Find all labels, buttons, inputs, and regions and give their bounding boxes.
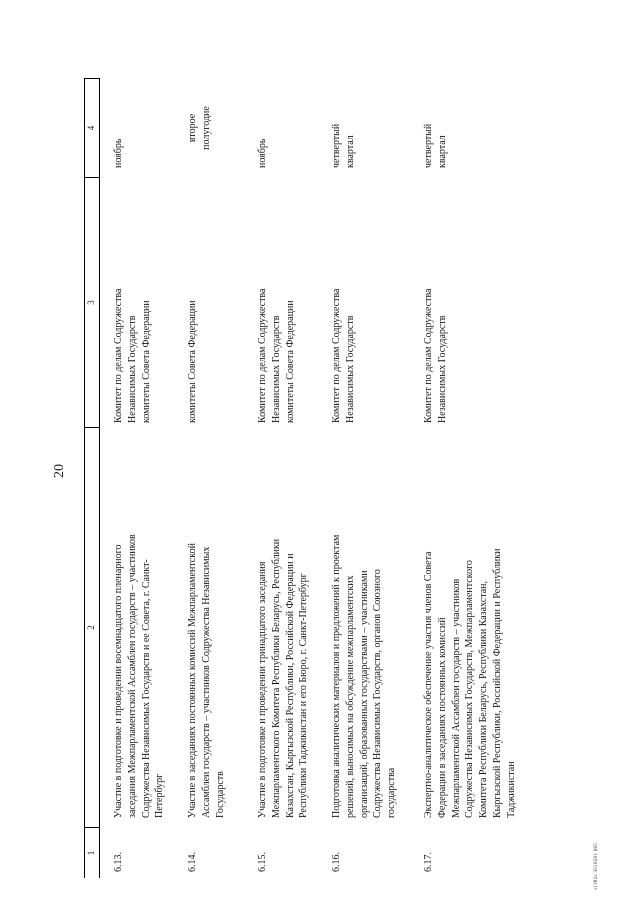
row-event: Экспертно-аналитическое обеспечение участия членов Совета Федерации в заседаниях постоянных комиссий Межпарламентской Ассамблеи государств – участников Содружества Независимых Государств, Межпарламентского Комитета Республики Беларусь, Республики Казахстан, Кыргызской Республики, Российской Федерации и Республики Таджикистан [423, 548, 517, 818]
header-col-1: 1 [86, 850, 96, 856]
row-responsible: Комитет по делам Содружества Независимых Государств [423, 288, 448, 423]
row-event: Участие в заседаниях постоянных комиссий Межпарламентской Ассамблеи государств – участников Содружества Независимых Государств [187, 543, 226, 818]
page-number: 20 [52, 464, 67, 478]
row-responsible: комитеты Совета Федерации [187, 300, 198, 423]
row-term: ноябрь [257, 138, 268, 168]
row-responsible: Комитет по делам Содружества Независимых Государств комитеты Совета Федерации [257, 288, 296, 423]
row-term: четвертый квартал [331, 123, 356, 168]
header-col-3: 3 [85, 178, 99, 428]
row-term: четвертый квартал [423, 123, 448, 168]
table-header-row [84, 78, 100, 878]
row-event: Подготовка аналитических материалов и предложений к проектам решений, выносимых на обсуждение межпарламентских организаций, образованных государствами – участниками Содружества Независимых Государств, органов Союзного государства [331, 534, 398, 818]
row-number: 6.16. [331, 852, 342, 872]
row-responsible: Комитет по делам Содружества Независимых Государств [331, 288, 356, 423]
row-term: ноябрь [113, 138, 124, 168]
plan-table [84, 78, 549, 878]
row-number: 6.13. [113, 852, 124, 872]
row-number: 6.17. [423, 852, 434, 872]
row-term: второе полугодие [187, 106, 212, 150]
header-col-2: 2 [85, 428, 99, 828]
row-number: 6.15. [257, 852, 268, 872]
footer-code: з1382с 3016591 665 [594, 842, 599, 890]
header-col-4: 4 [85, 78, 99, 178]
row-event: Участие в подготовке и проведении восемнадцатого пленарного заседания Межпарламентской Ассамблеи государств – участников Содружества Независимых Государств и ее Совета, г. Санкт- Петербург [113, 534, 166, 818]
row-event: Участие в подготовке и проведении тринадцатого заседания Межпарламентского Комитета Республики Беларусь, Республики Казахстан, Кыргызской Республики, Российской Федерации и Республики Таджикистан и его Бюро, г. Санкт-Петербург [257, 538, 310, 818]
row-number: 6.14. [187, 852, 198, 872]
row-responsible: Комитет по делам Содружества Независимых Государств комитеты Совета Федерации [113, 288, 152, 423]
